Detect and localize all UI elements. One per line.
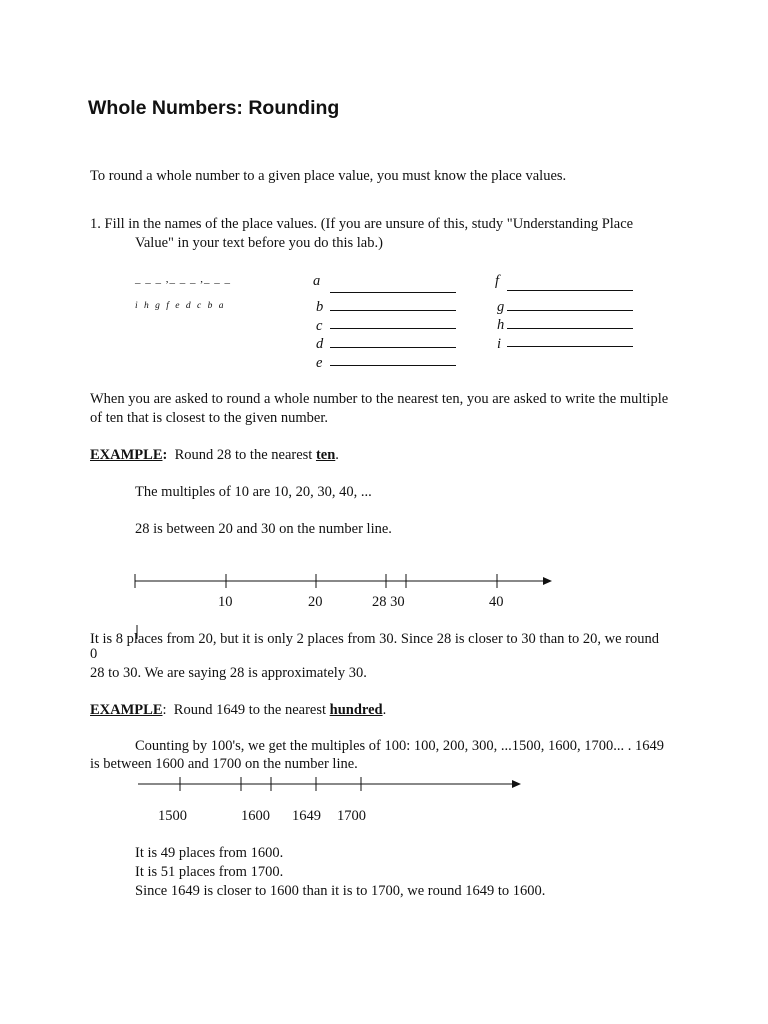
example-2-label: EXAMPLE xyxy=(90,702,163,718)
example-1-multiples: The multiples of 10 are 10, 20, 30, 40, ... xyxy=(135,484,372,500)
example-2-result-3: Since 1649 is closer to 1600 than it is to 1700, we round 1649 to 1600. xyxy=(135,883,546,899)
number-line-2-label: 1649 xyxy=(292,808,321,824)
example-2-result-2: It is 51 places from 1700. xyxy=(135,864,284,880)
nearest-ten-line2: of ten that is closest to the given number. xyxy=(90,410,328,426)
question-1-line2: Value" in your text before you do this lab.) xyxy=(135,235,383,251)
number-line-2-label: 1700 xyxy=(337,808,366,824)
example-1-text: Round 28 to the nearest xyxy=(174,447,316,463)
blank-label-e: e xyxy=(316,355,323,371)
page-title: Whole Numbers: Rounding xyxy=(88,97,340,119)
example-1-label: EXAMPLE xyxy=(90,447,163,463)
digit-dashes: _ _ _ ,_ _ _ ,_ _ _ xyxy=(135,273,231,285)
example-1-end: . xyxy=(335,447,339,463)
example-1-emph: ten xyxy=(315,447,336,463)
nearest-ten-line1: When you are asked to round a whole number to the nearest ten, you are asked to write the multiple xyxy=(90,391,669,407)
example-2-end: . xyxy=(382,702,387,718)
example-1-colon: : xyxy=(162,447,168,463)
example-2-emph: hundred xyxy=(329,702,383,718)
digit-letters: i h g f e d c b a xyxy=(135,301,226,311)
number-line-1-label: 10 xyxy=(218,594,233,610)
blank-label-g: g xyxy=(497,299,505,315)
example-1-explain-line1: It is 8 places from 20, but it is only 2 places from 30. Since 28 is closer to 30 than to 20, we round xyxy=(90,631,660,647)
example-1-explain-line2: 28 to 30. We are saying 28 is approximately 30. xyxy=(90,665,367,681)
example-2-result-1: It is 49 places from 1600. xyxy=(135,845,284,861)
blank-label-h: h xyxy=(497,317,505,333)
example-1-between: 28 is between 20 and 30 on the number line. xyxy=(135,521,392,537)
blank-label-f: f xyxy=(495,273,500,289)
question-1-line1: 1. Fill in the names of the place values. (If you are unsure of this, study "Understanding Place xyxy=(90,216,634,232)
number-line-1-label: 40 xyxy=(489,594,504,610)
example-2-counting-line2: is between 1600 and 1700 on the number line. xyxy=(90,756,358,772)
blank-label-i: i xyxy=(497,336,502,352)
number-line-2-label: 1600 xyxy=(241,808,270,824)
example-2-text: Round 1649 to the nearest xyxy=(173,702,330,718)
number-line-1-label: 20 xyxy=(308,594,323,610)
blank-label-b: b xyxy=(316,299,324,315)
example-2-colon: : xyxy=(162,702,167,718)
blank-label-a: a xyxy=(313,273,321,289)
number-line-2-label: 1500 xyxy=(158,808,187,824)
example-1-explain-wrap: 0 xyxy=(90,646,98,662)
blank-label-d: d xyxy=(316,336,324,352)
number-line-2-arrow-icon xyxy=(512,780,521,788)
example-2-counting-line1: Counting by 100's, we get the multiples of 100: 100, 200, 300, ...1500, 1600, 1700... . 1649 xyxy=(135,738,665,754)
intro-text: To round a whole number to a given place value, you must know the place values. xyxy=(90,168,567,184)
number-line-1-label: 28 30 xyxy=(372,594,405,610)
blank-label-c: c xyxy=(316,318,323,334)
